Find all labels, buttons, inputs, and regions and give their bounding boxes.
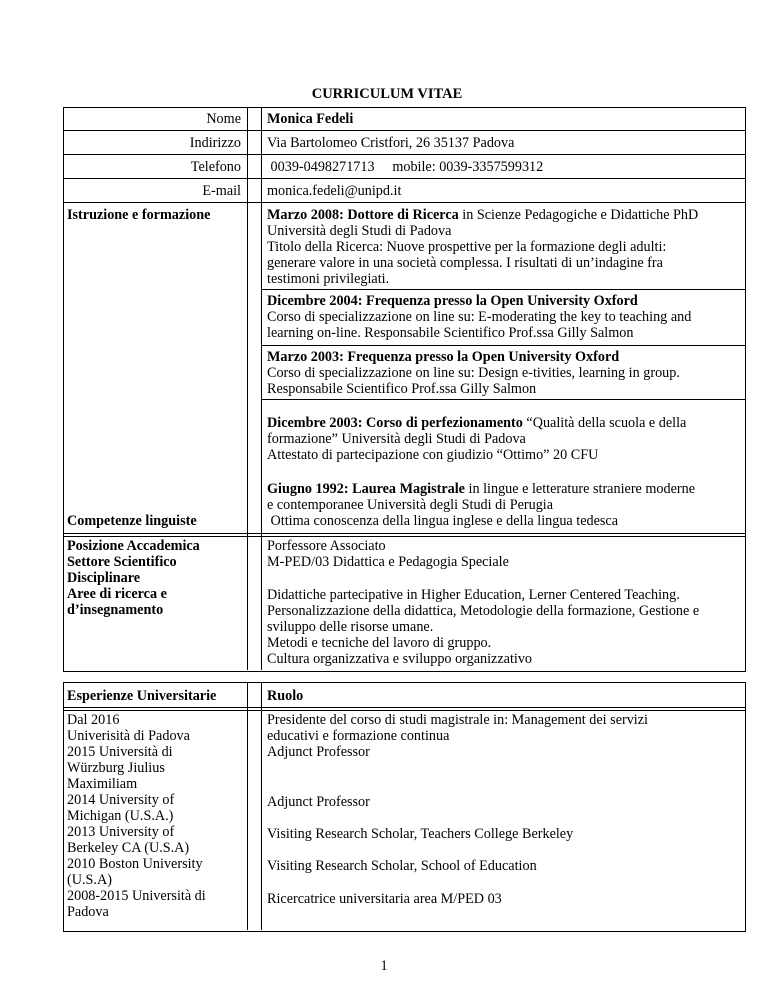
label-indirizzo: Indirizzo [189,135,241,151]
page-number: 1 [380,958,388,974]
value-telefono: 0039-0498271713 mobile: 0039-3357599312 [267,159,544,175]
label-aree-2: d’insegnamento [67,602,164,618]
label-telefono: Telefono [190,159,241,175]
value-competenze: Ottima conoscenza della lingua inglese e della lingua tedesca [267,513,619,529]
value-nome: Monica Fedeli [267,111,354,127]
value-settore: M-PED/03 Didattica e Pedagogia Speciale [267,554,509,570]
value-posizione: Porfessore Associato [267,538,386,554]
label-competenze: Competenze linguiste [67,513,197,529]
label-nome: Nome [206,111,241,127]
header-esperienze: Esperienze Universitarie [67,688,217,704]
label-email: E-mail [202,183,241,199]
label-settore-2: Disciplinare [67,570,141,586]
label-istruzione: Istruzione e formazione [67,207,211,223]
value-indirizzo: Via Bartolomeo Cristfori, 26 35137 Padova [267,135,515,151]
label-posizione: Posizione Accademica [67,538,200,554]
document-title: CURRICULUM VITAE [311,86,463,102]
label-aree: Aree di ricerca e [67,586,167,602]
label-settore: Settore Scientifico [67,554,177,570]
header-ruolo: Ruolo [267,688,304,704]
value-email: monica.fedeli@unipd.it [267,183,402,199]
